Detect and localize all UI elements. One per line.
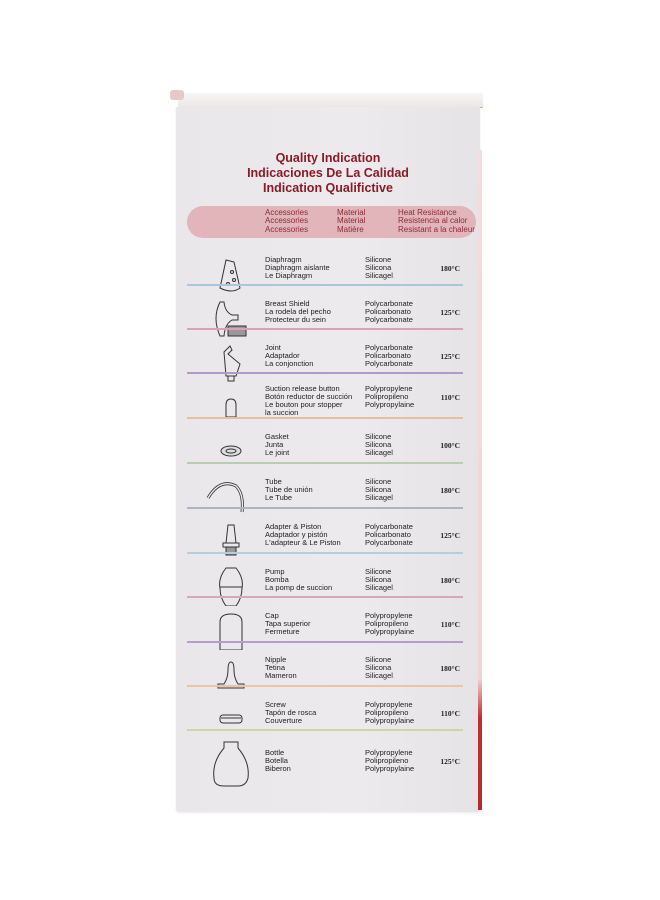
- header-accessories-fr: Accessories: [265, 224, 309, 234]
- part-name: Nipple Tetina Mameron: [265, 655, 297, 680]
- part-material: Polycarbonate Policarbonato Polycarbonate: [365, 343, 413, 368]
- table-row: [176, 745, 480, 789]
- row-divider: [187, 417, 463, 419]
- header-accessories-en: Accessories: [265, 208, 309, 217]
- header-heat-en: Heat Resistance: [398, 208, 457, 217]
- part-material: Silicone Silicona Silicagel: [365, 655, 393, 680]
- part-name: Bottle Botella Biberon: [265, 748, 291, 773]
- heat-resistance: 125°C: [440, 352, 460, 361]
- header-material-en: Material: [337, 208, 366, 217]
- screw-icon: [198, 699, 262, 739]
- part-material: Polypropylene Polipropileno Polypropylaine: [365, 384, 415, 409]
- header-heat-es: Resistencia al calor: [398, 216, 468, 226]
- row-divider: [187, 641, 463, 643]
- part-material: Silicone Silicona Silicagel: [365, 567, 393, 592]
- adapter-piston-icon: [198, 521, 262, 561]
- table-row: [176, 474, 480, 518]
- bottle-icon: [198, 739, 262, 789]
- row-divider: [187, 596, 463, 598]
- heat-resistance: 180°C: [440, 486, 460, 495]
- row-divider: [187, 328, 463, 330]
- breast-shield-icon: [198, 298, 262, 338]
- heat-resistance: 180°C: [440, 576, 460, 585]
- table-row: [176, 296, 480, 340]
- row-divider: [187, 462, 463, 464]
- tube-icon: [198, 476, 262, 516]
- row-divider: [187, 552, 463, 554]
- nipple-icon: [198, 654, 262, 694]
- heat-resistance: 180°C: [440, 664, 460, 673]
- heat-resistance: 110°C: [440, 709, 460, 718]
- part-material: Polycarbonate Policarbonato Polycarbonate: [365, 299, 413, 324]
- joint-icon: [198, 342, 262, 382]
- row-divider: [187, 284, 463, 286]
- header-material-es: Material: [337, 216, 366, 226]
- part-material: Polypropylene Polipropileno Polypropylaine: [365, 611, 415, 636]
- heat-resistance: 125°C: [440, 308, 460, 317]
- gasket-icon: [198, 431, 262, 471]
- cap-icon: [198, 610, 262, 650]
- header-material: [337, 209, 365, 234]
- heat-resistance: 110°C: [440, 620, 460, 629]
- table-header-band: [187, 206, 476, 238]
- part-material: Polypropylene Polipropileno Polypropylaine: [365, 700, 415, 725]
- part-name: Breast Shield La rodela del pecho Protecteur du sein: [265, 299, 331, 324]
- row-divider: [187, 507, 463, 509]
- part-name: Cap Tapa superior Fermeture: [265, 611, 311, 636]
- heat-resistance: 180°C: [440, 264, 460, 273]
- part-name: Gasket Junta Le joint: [265, 432, 290, 457]
- part-name: Suction release button Botón reductor de succión Le bouton pour stopper la succion: [265, 384, 353, 417]
- table-row: [176, 340, 480, 384]
- part-name: Joint Adaptador La conjonction: [265, 343, 314, 368]
- row-divider: [187, 372, 463, 374]
- header-heat: [398, 209, 475, 234]
- diaphragm-icon: [198, 254, 262, 294]
- box-top-face: [178, 93, 483, 108]
- header-material-fr: Matière: [337, 224, 364, 234]
- table-row: [176, 564, 480, 608]
- pump-icon: [198, 566, 262, 606]
- heat-resistance: 125°C: [440, 531, 460, 540]
- part-name: Screw Tapón de rosca Couverture: [265, 700, 317, 725]
- part-name: Pump Bomba La pomp de succion: [265, 567, 333, 592]
- part-name: Adapter & Piston Adaptador y pistón L'adapteur & Le Piston: [265, 522, 341, 547]
- table-row: [176, 429, 480, 473]
- part-name: Diaphragm Diaphragm aislante Le Diaphragm: [265, 255, 330, 280]
- table-row: [176, 608, 480, 652]
- heat-resistance: 125°C: [440, 757, 460, 766]
- part-material: Polypropylene Polipropileno Polypropylaine: [365, 748, 415, 773]
- title-spanish: Indicaciones De La Calidad: [247, 166, 409, 180]
- row-divider: [187, 729, 463, 731]
- header-accessories: [265, 209, 308, 234]
- table-row: [176, 519, 480, 563]
- table-row: [176, 697, 480, 741]
- part-name: Tube Tube de unión Le Tube: [265, 477, 313, 502]
- title-english: Quality Indication: [275, 151, 381, 165]
- part-material: Polycarbonate Policarbonato Polycarbonate: [365, 522, 413, 547]
- heat-resistance: 100°C: [440, 441, 460, 450]
- heat-resistance: 110°C: [440, 393, 460, 402]
- table-row: [176, 252, 480, 296]
- header-heat-fr: Resistant a la chaleur: [398, 224, 475, 234]
- part-material: Silicone Silicona Silicagel: [365, 432, 393, 457]
- part-material: Silicone Silicona Silicagel: [365, 477, 393, 502]
- header-accessories-es: Accessories: [265, 216, 309, 226]
- row-divider: [187, 685, 463, 687]
- title-french: Indication Qualifictive: [263, 181, 393, 195]
- part-material: Silicone Silicona Silicagel: [365, 255, 393, 280]
- table-row: [176, 652, 480, 696]
